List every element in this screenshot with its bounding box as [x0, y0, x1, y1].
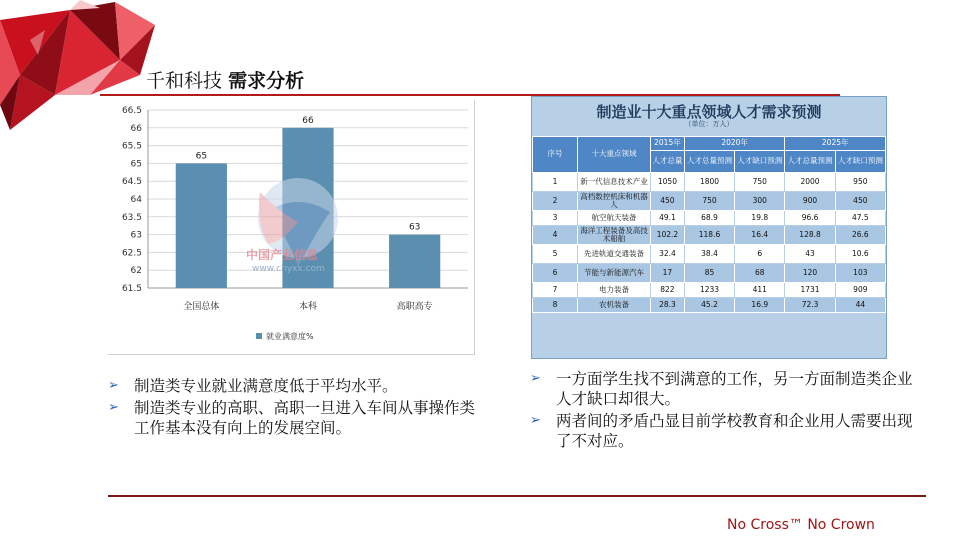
table-cell-g2025: 950 [835, 173, 885, 192]
talent-demand-table [531, 96, 887, 359]
header-gap-forecast-2025: 人才缺口预测 [835, 151, 885, 173]
list-item [108, 398, 488, 438]
table-cell-field: 农机装备 [578, 298, 651, 313]
table-cell-t2020: 38.4 [684, 245, 734, 264]
table-cell-g2020: 300 [735, 192, 785, 211]
table-cell-t2020: 1800 [684, 173, 734, 192]
header-total-forecast-2020: 人才总量预测 [684, 151, 734, 173]
table-cell-v2015: 28.3 [651, 298, 685, 313]
table-cell-field: 节能与新能源汽车 [578, 264, 651, 283]
table-cell-no: 4 [533, 226, 578, 245]
table-cell-no: 5 [533, 245, 578, 264]
table-cell-g2025: 10.6 [835, 245, 885, 264]
table-cell-field: 高档数控机床和机器人 [578, 192, 651, 211]
y-tick-label: 64 [130, 195, 142, 205]
y-tick-label: 66.5 [121, 106, 142, 116]
legend-label: 就业满意度% [266, 332, 314, 341]
table-row [533, 211, 886, 226]
bullet-text: 制造类专业就业满意度低于平均水平。 [134, 377, 398, 395]
header-gap-forecast-2020: 人才缺口预测 [735, 151, 785, 173]
table-cell-t2025: 2000 [785, 173, 835, 192]
table-cell-t2025: 72.3 [785, 298, 835, 313]
table-row [533, 245, 886, 264]
bullet-text: 制造类专业的高职、高职一旦进入车间从事操作类工作基本没有向上的发展空间。 [134, 399, 476, 437]
chart-legend [256, 331, 314, 342]
y-tick-label: 65 [130, 159, 142, 170]
table-cell-t2020: 45.2 [684, 298, 734, 313]
arrow-bullet-icon: ➢ [530, 413, 541, 428]
y-tick-label: 65.5 [121, 141, 142, 152]
table-title: 制造业十大重点领域人才需求预测 [596, 103, 822, 121]
table-grid [532, 136, 886, 313]
data-label: 66 [302, 115, 314, 126]
table-cell-v2015: 32.4 [651, 245, 685, 264]
data-label: 65 [195, 151, 208, 162]
y-tick-label: 62.5 [121, 248, 142, 259]
bullet-text: 两者间的矛盾凸显目前学校教育和企业用人需要出现了不对应。 [556, 412, 913, 450]
x-tick-label: 全国总体 [183, 302, 220, 312]
table-cell-g2020: 16.4 [735, 226, 785, 245]
bullet-text: 一方面学生找不到满意的工作，另一方面制造类企业人才缺口却很大。 [556, 370, 913, 408]
table-row [533, 264, 886, 283]
table-row [533, 298, 886, 313]
bar [389, 235, 440, 288]
table-row [533, 192, 886, 211]
table-row [533, 226, 886, 245]
header-total-forecast-2025: 人才总量预测 [785, 151, 835, 173]
bullet-list-left [108, 376, 488, 440]
bar [176, 163, 227, 288]
header-2020: 2020年 [684, 137, 785, 151]
table-cell-no: 1 [533, 173, 578, 192]
table-cell-t2025: 128.8 [785, 226, 835, 245]
table-cell-g2020: 68 [735, 264, 785, 283]
table-cell-field: 先进轨道交通装备 [578, 245, 651, 264]
table-cell-g2020: 750 [735, 173, 785, 192]
x-tick-label: 本科 [298, 302, 318, 312]
table-cell-v2015: 1050 [651, 173, 685, 192]
table-cell-g2025: 47.5 [835, 211, 885, 226]
footer-divider [108, 495, 926, 497]
table-cell-t2020: 750 [684, 192, 734, 211]
title-topic: 需求分析 [228, 70, 305, 92]
table-cell-g2020: 6 [735, 245, 785, 264]
table-cell-v2015: 17 [651, 264, 685, 283]
arrow-bullet-icon: ➢ [530, 371, 541, 386]
list-item [108, 376, 488, 396]
y-tick-label: 62 [130, 266, 142, 277]
table-cell-t2025: 1731 [785, 283, 835, 298]
y-tick-label: 64.5 [121, 177, 142, 188]
table-cell-g2025: 44 [835, 298, 885, 313]
table-cell-g2020: 19.8 [735, 211, 785, 226]
table-cell-no: 7 [533, 283, 578, 298]
footer-slogan: No Cross™ No Crown [727, 517, 875, 533]
table-cell-t2020: 118.6 [684, 226, 734, 245]
arrow-bullet-icon: ➢ [108, 378, 119, 393]
y-tick-label: 63.5 [121, 212, 142, 223]
table-row [533, 173, 886, 192]
table-cell-t2025: 120 [785, 264, 835, 283]
header-2015: 2015年 [651, 137, 685, 151]
table-cell-g2020: 411 [735, 283, 785, 298]
table-cell-no: 2 [533, 192, 578, 211]
table-cell-g2025: 450 [835, 192, 885, 211]
list-item [530, 411, 925, 451]
arrow-bullet-icon: ➢ [108, 400, 119, 415]
y-tick-label: 61.5 [121, 284, 142, 294]
table-cell-g2020: 16.9 [735, 298, 785, 313]
table-cell-no: 6 [533, 264, 578, 283]
table-row [533, 283, 886, 298]
table-cell-v2015: 450 [651, 192, 685, 211]
table-cell-t2020: 68.9 [684, 211, 734, 226]
header-total-2015: 人才总量 [651, 151, 685, 173]
header-2025: 2025年 [785, 137, 886, 151]
table-unit: （单位：万人） [684, 120, 734, 128]
table-cell-field: 航空航天装备 [578, 211, 651, 226]
table-cell-g2025: 909 [835, 283, 885, 298]
data-label: 63 [408, 222, 421, 233]
table-cell-t2025: 96.6 [785, 211, 835, 226]
table-cell-field: 海洋工程装备及高技术船舶 [578, 226, 651, 245]
table-cell-t2020: 1233 [684, 283, 734, 298]
table-cell-v2015: 49.1 [651, 211, 685, 226]
legend-swatch [256, 333, 262, 339]
table-cell-t2025: 900 [785, 192, 835, 211]
y-tick-label: 66 [130, 123, 142, 134]
table-cell-field: 新一代信息技术产业 [578, 173, 651, 192]
watermark-text-url: www.chyxx.com [252, 264, 325, 274]
list-item [530, 369, 925, 409]
y-tick-label: 63 [130, 230, 142, 241]
table-cell-t2020: 85 [684, 264, 734, 283]
title-company: 千和科技 [146, 70, 223, 92]
x-tick-label: 高职高专 [396, 302, 433, 312]
bullet-list-right [530, 369, 925, 453]
table-cell-v2015: 822 [651, 283, 685, 298]
header-field: 十大重点领域 [578, 137, 651, 173]
watermark-text-cn: 中国产业信息 [246, 248, 319, 262]
table-cell-t2025: 43 [785, 245, 835, 264]
table-cell-field: 电力装备 [578, 283, 651, 298]
table-cell-no: 8 [533, 298, 578, 313]
header-index: 序号 [533, 137, 578, 173]
table-cell-g2025: 26.6 [835, 226, 885, 245]
table-cell-g2025: 103 [835, 264, 885, 283]
table-cell-v2015: 102.2 [651, 226, 685, 245]
table-cell-no: 3 [533, 211, 578, 226]
